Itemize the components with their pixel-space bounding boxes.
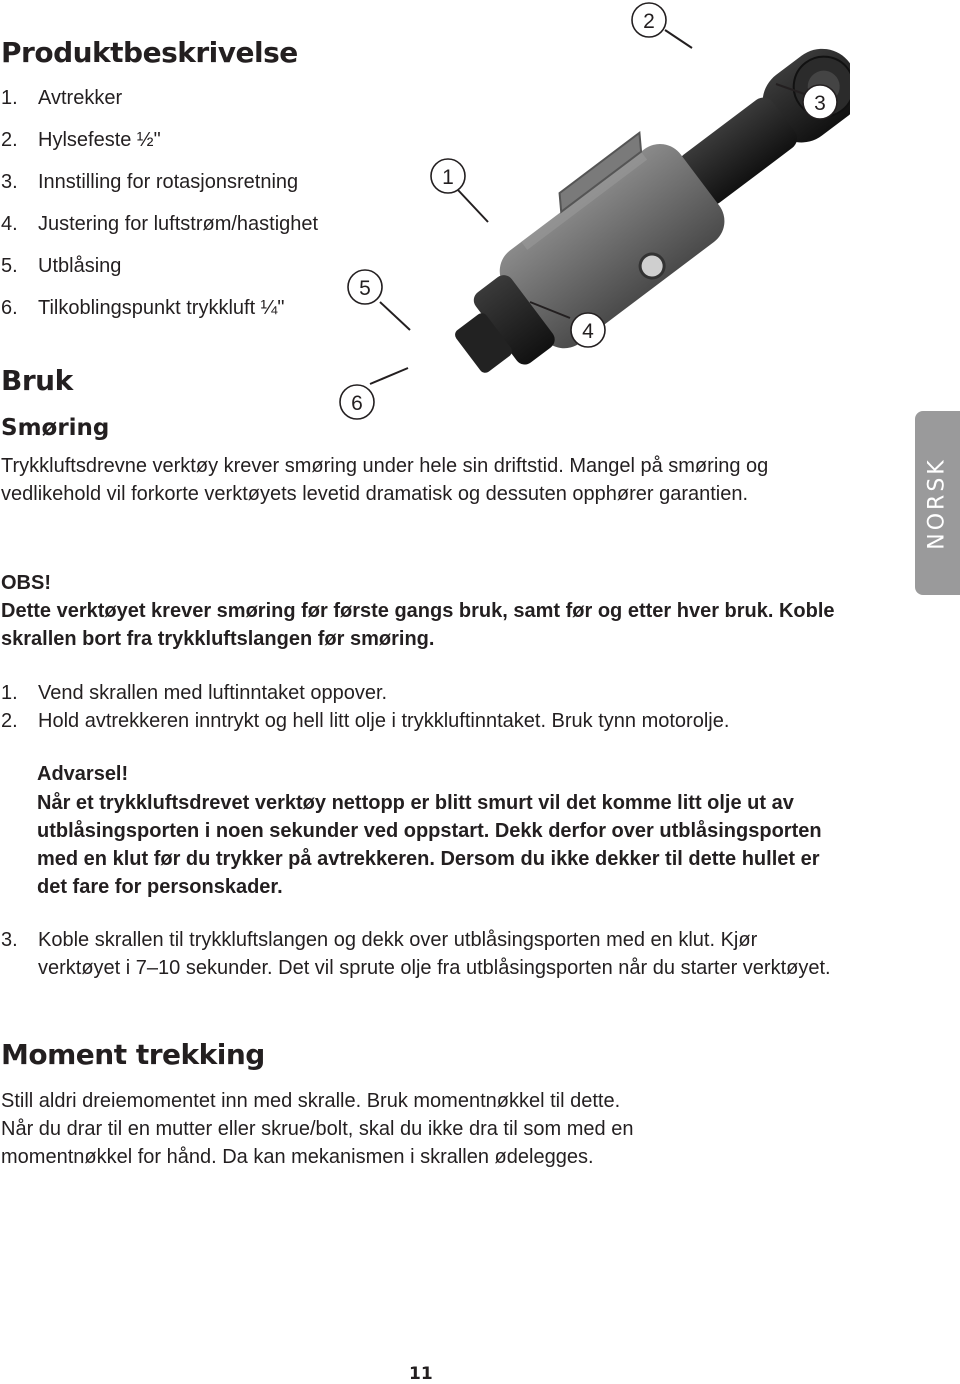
torque-heading: Moment trekking [1,1038,265,1071]
product-parts-list [1,84,381,336]
callout-label-4: 4 [582,320,594,343]
callout-label-6: 6 [351,392,363,415]
page-number: 11 [409,1364,433,1384]
callout-label-2: 2 [643,10,655,33]
language-tab [915,411,960,595]
callout-label-1: 1 [442,166,454,189]
list-item: 6. Tilkoblingspunkt trykkluft ¼" [1,297,285,319]
callout-label-3: 3 [814,92,826,115]
list-item: 1. Vend skrallen med luftinntaket oppover. [1,682,388,704]
list-item: 5. Utblåsing [1,255,122,277]
warning-paragraph: Når et trykkluftsdrevet verktøy nettopp er blitt smurt vil det komme litt olje ut av utblåsingsporten i noen sekunder ved oppstart. Dekk derfor over utblåsingsporten med en klut før du trykker på avtrekkeren. Dersom du ikke dekker til dette hullet er det fare for personskader. [37,792,822,898]
list-item: 3. Innstilling for rotasjonsretning [1,171,299,193]
warning-title: Advarsel! [37,763,129,785]
callout-label-5: 5 [359,277,371,300]
list-item: 2. Hold avtrekkeren inntrykt og hell litt olje i trykkluftinntaket. Bruk tynn motorolje. [1,710,730,732]
list-item: 3. Koble skrallen til trykkluftslangen og dekk over utblåsingsporten med en klut. Kjør verktøyet i 7–10 sekunder. Det vil sprute olje fra utblåsingsporten når du starter verktøyet. [1,929,831,979]
lubrication-heading: Smøring [1,415,110,441]
torque-paragraph-1: Still aldri dreiemomentet inn med skralle. Bruk momentnøkkel til dette. [1,1090,621,1112]
usage-heading: Bruk [1,364,73,397]
note-title: OBS! [1,572,51,594]
product-heading: Produktbeskrivelse [1,36,298,69]
lubrication-steps [1,679,881,735]
ratchet-tool-illustration [330,0,850,420]
list-item: 2. Hylsefeste ½" [1,129,161,151]
note-paragraph: Dette verktøyet krever smøring før første gangs bruk, samt før og etter hver bruk. Koble skrallen bort fra trykkluftslangen før smøring. [1,600,835,650]
lubrication-paragraph: Trykkluftsdrevne verktøy krever smøring under hele sin driftstid. Mangel på smøring og vedlikehold vil forkorte verktøyets levetid dramatisk og dessuten opphører garantien. [1,455,769,505]
list-item: 1. Avtrekker [1,87,123,109]
list-item: 4. Justering for luftstrøm/hastighet [1,213,319,235]
torque-paragraph-2: Når du drar til en mutter eller skrue/bolt, skal du ikke dra til som med en momentnøkkel for hånd. Da kan mekanismen i skrallen ødelegges. [1,1118,634,1168]
language-tab-label: NORSK [925,456,951,550]
